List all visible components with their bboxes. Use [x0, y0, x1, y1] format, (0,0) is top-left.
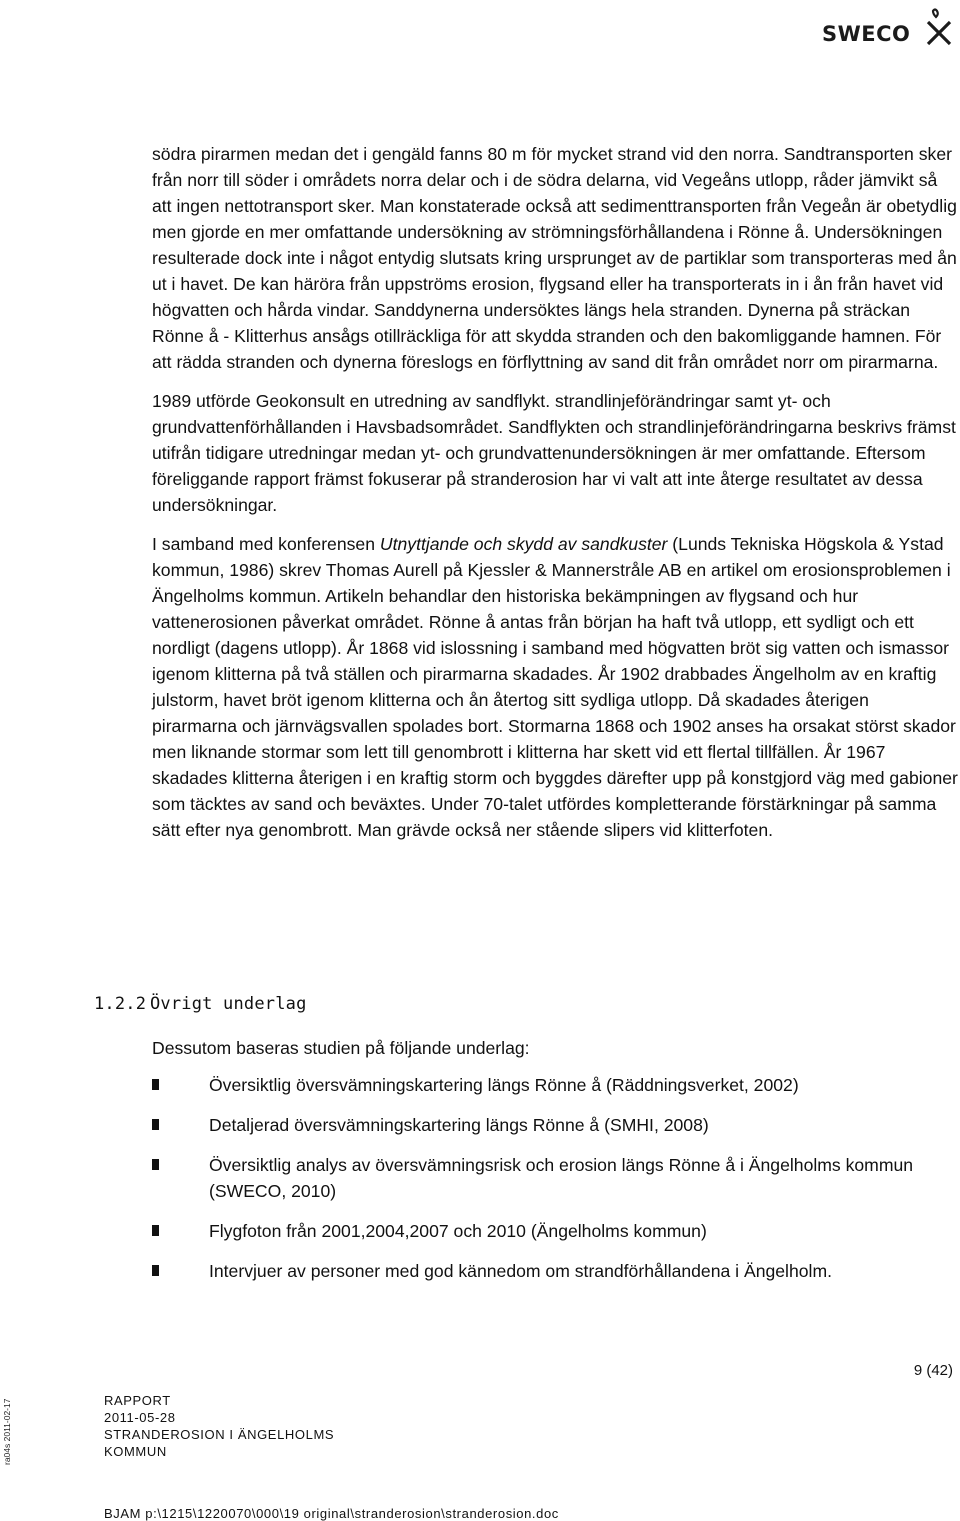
- list-item-text: Detaljerad översvämningskartering längs Rönne å (SMHI, 2008): [209, 1115, 709, 1135]
- paragraph-3-rest: (Lunds Tekniska Högskola & Ystad kommun, 1986) skrev Thomas Aurell på Kjessler & Mannerstråle AB en artikel om erosionsproblemen i Ängelholms kommun. Artikeln behandlar den historiska bekämpningen av flygsand och hur vattenerosionen påverkat området. Rönne å antas från början ha haft två utlopp, ett sydligt och ett nordligt (dagens utlopp). År 1868 vid islossning i samband med högvatten bröt sig vatten och ismassor igenom klitterna på två ställen och pirarmarna skadades. År 1902 drabbades Ängelholm av en kraftig julstorm, havet bröt igenom klitterna och ån återtog sitt sydliga utlopp. Då skadades återigen pirarmarna och järnvägsvallen spolades bort. Stormarna 1868 och 1902 anses ha orsakat störst skador men liknande stormar som lett till genombrott i klitterna har skett vid ett flertal tillfällen. År 1967 skadades klitterna återigen i en kraftig storm och byggdes därefter upp på konstgjord väg med gabioner som täcktes av sand och beväxtes. Under 70-talet utfördes kompletterande förstärkningar på samma sätt efter nya genombrott. Man grävde också ner stående slipers vid klitterfoten.: [152, 534, 958, 840]
- paragraph-2: 1989 utförde Geokonsult en utredning av sandflykt. strandlinjeförändringar samt yt- och grundvattenförhållanden i Havsbadsområdet. Sandflykten och strandlinjeförändringarna beskrivs främst utifrån tidigare utredningar medan yt- och grundvattenundersökningen är mer omfattande. Eftersom föreliggande rapport främst fokuserar på stranderosion har vi valt att inte återge resultatet av dessa undersökningar.: [152, 391, 956, 515]
- page-number: 9 (42): [913, 1362, 953, 1379]
- section-title: Övrigt underlag: [150, 994, 307, 1014]
- square-bullet-icon: [152, 1265, 159, 1276]
- square-bullet-icon: [152, 1119, 159, 1130]
- template-code: ra04s 2011-02-17: [2, 1398, 12, 1465]
- document-title-line-1: STRANDEROSION I ÄNGELHOLMS: [104, 1427, 335, 1442]
- document-title-line-2: KOMMUN: [104, 1444, 167, 1459]
- section-number: 1.2.2: [94, 994, 147, 1014]
- body-text: [152, 141, 958, 843]
- section-intro: Dessutom baseras studien på följande underlag:: [152, 1038, 530, 1058]
- list-item: [152, 1112, 952, 1138]
- section-heading: [94, 994, 307, 1014]
- list-item: [152, 1072, 952, 1098]
- file-path: BJAM p:\1215\1220070\000\19 original\stranderosion\stranderosion.doc: [104, 1506, 559, 1521]
- square-bullet-icon: [152, 1225, 159, 1236]
- list-item-text: Översiktlig översvämningskartering längs Rönne å (Räddningsverket, 2002): [209, 1075, 799, 1095]
- list-item: [152, 1152, 952, 1204]
- list-item: [152, 1218, 952, 1244]
- document-date: 2011-05-28: [104, 1410, 176, 1425]
- paragraph-3: [152, 531, 958, 843]
- conference-title: Utnyttjande och skydd av sandkuster: [379, 534, 668, 554]
- square-bullet-icon: [152, 1079, 159, 1090]
- paragraph-3-start: I samband med konferensen: [152, 534, 380, 554]
- logo-text: SWECO: [822, 22, 911, 46]
- list-item-text: Flygfoton från 2001,2004,2007 och 2010 (Ängelholms kommun): [209, 1221, 707, 1241]
- list-item: [152, 1258, 952, 1284]
- document-footer: [104, 1392, 334, 1460]
- sweco-mark-icon: [924, 8, 954, 46]
- list-item-text: Översiktlig analys av översvämningsrisk och erosion längs Rönne å i Ängelholms kommun (SWECO, 2010): [209, 1155, 914, 1201]
- sweco-logo: [822, 8, 954, 50]
- reference-list: [152, 1072, 952, 1298]
- document-type: RAPPORT: [104, 1393, 171, 1408]
- paragraph-1: södra pirarmen medan det i gengäld fanns 80 m för mycket strand vid den norra. Sandtransporten sker från norr till söder i områdets norra delar och i de södra delarna, vid Vegeåns utlopp, råder jämvikt så att ingen nettotransport sker. Man konstaterade också att sedimenttransporten från Vegeån är obetydlig men gjorde en mer omfattande undersökning av strömningsförhållandena i Rönne å. Undersökningen resulterade dock inte i något entydig slutsats kring ursprunget av de partiklar som transporteras med ån ut i havet. De kan häröra från uppströms erosion, flygsand eller ha transporterats in i ån från havet vid högvatten och hårda vindar. Sanddynerna undersöktes längs hela stranden. Dynerna på sträckan Rönne å - Klitterhus ansågs otillräckliga för att skydda stranden och den bakomliggande hamnen. För att rädda stranden och dynerna föreslogs en förflyttning av sand dit från området norr om pirarmarna.: [152, 144, 957, 372]
- list-item-text: Intervjuer av personer med god kännedom om strandförhållandena i Ängelholm.: [209, 1261, 832, 1281]
- square-bullet-icon: [152, 1159, 159, 1170]
